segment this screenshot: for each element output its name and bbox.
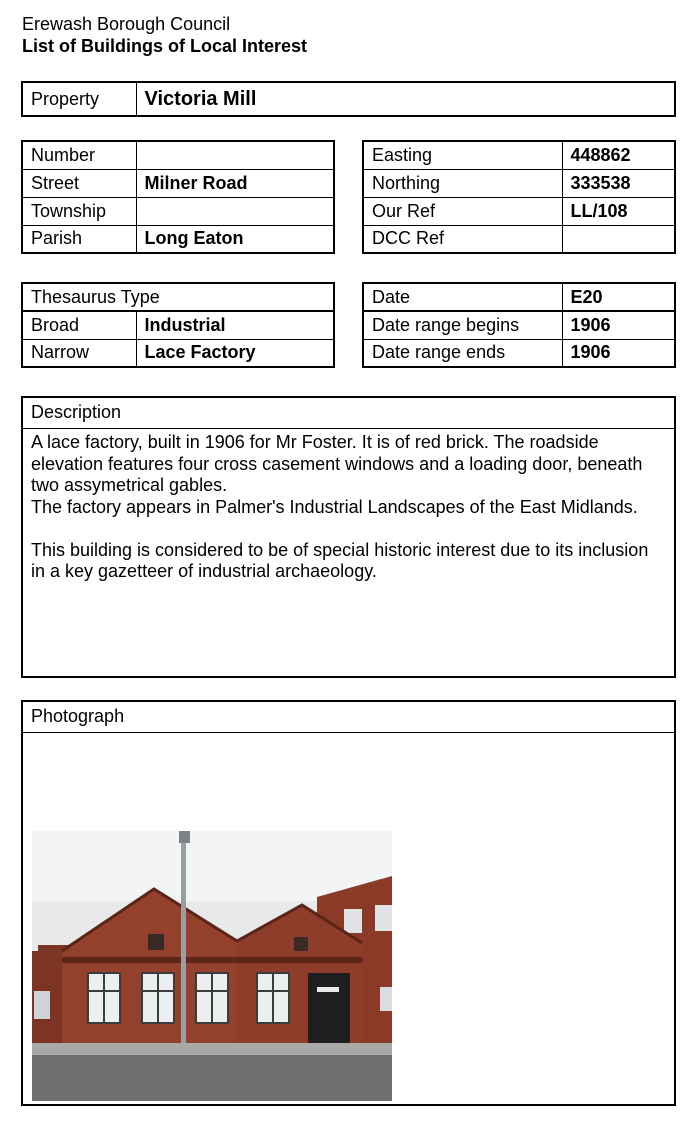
window — [380, 987, 392, 1011]
address-label: Parish — [22, 225, 136, 253]
council-name: Erewash Borough Council — [22, 14, 231, 34]
property-row — [22, 82, 675, 116]
window — [344, 909, 362, 933]
property-label: Property — [22, 82, 136, 116]
address-label: Township — [22, 197, 136, 225]
date-value: E20 — [562, 283, 675, 311]
door-sign — [317, 987, 339, 992]
grid-label: Northing — [363, 169, 562, 197]
table-row — [363, 311, 675, 339]
date-table — [362, 282, 676, 368]
thesaurus-label: Broad — [22, 311, 136, 339]
sky-gap — [32, 931, 38, 951]
list-title: List of Buildings of Local Interest — [22, 36, 308, 56]
table-row — [22, 283, 334, 311]
description-paragraph: The factory appears in Palmer's Industrial Landscapes of the East Midlands. — [31, 496, 638, 517]
string-course — [62, 957, 362, 963]
thesaurus-value: Lace Factory — [136, 339, 334, 367]
date-value: 1906 — [562, 311, 675, 339]
photograph-box — [21, 700, 676, 1106]
description-box — [21, 396, 676, 678]
table-row — [363, 197, 675, 225]
grid-value: 333538 — [562, 169, 675, 197]
road — [32, 1055, 392, 1101]
address-table — [21, 140, 335, 254]
table-row — [363, 283, 675, 311]
lamp-head — [179, 831, 190, 843]
lamp-post — [181, 835, 186, 1055]
date-label: Date — [363, 283, 562, 311]
photo-cloud — [32, 831, 392, 901]
address-label: Street — [22, 169, 136, 197]
table-row — [22, 311, 334, 339]
loading-door — [308, 973, 350, 1043]
table-row — [22, 339, 334, 367]
table-row — [22, 141, 334, 169]
grid-label: Easting — [363, 141, 562, 169]
table-row — [22, 169, 334, 197]
gable-vent — [294, 937, 308, 951]
table-row — [363, 225, 675, 253]
description-paragraph: A lace factory, built in 1906 for Mr Foster. It is of red brick. The roadside elevation features four cross casement windows and a loading door, beneath two assymetrical gables. — [31, 432, 643, 495]
gable-vent — [148, 934, 164, 950]
grid-value: LL/108 — [562, 197, 675, 225]
address-label: Number — [22, 141, 136, 169]
table-row — [22, 225, 334, 253]
property-value: Victoria Mill — [136, 82, 675, 116]
grid-label: DCC Ref — [363, 225, 562, 253]
window — [375, 905, 392, 931]
thesaurus-value: Industrial — [136, 311, 334, 339]
description-body — [23, 429, 674, 583]
date-value: 1906 — [562, 339, 675, 367]
address-value: Long Eaton — [136, 225, 334, 253]
table-row — [363, 169, 675, 197]
building-photo-image — [32, 831, 392, 1101]
paragraph-spacer — [31, 518, 666, 540]
property-table — [21, 81, 676, 117]
table-row — [363, 339, 675, 367]
address-value — [136, 197, 334, 225]
address-value — [136, 141, 334, 169]
building-photo — [32, 831, 392, 1101]
description-heading: Description — [23, 398, 674, 429]
grid-label: Our Ref — [363, 197, 562, 225]
table-row — [22, 197, 334, 225]
thesaurus-title: Thesaurus Type — [22, 283, 334, 311]
address-value: Milner Road — [136, 169, 334, 197]
grid-value — [562, 225, 675, 253]
description-paragraph: This building is considered to be of special historic interest due to its inclusion in a key gazetteer of industrial archaeology. — [31, 539, 649, 581]
photograph-heading: Photograph — [23, 702, 674, 733]
window — [34, 991, 50, 1019]
grid-value: 448862 — [562, 141, 675, 169]
thesaurus-table — [21, 282, 335, 368]
pavement — [32, 1043, 392, 1055]
date-label: Date range ends — [363, 339, 562, 367]
thesaurus-label: Narrow — [22, 339, 136, 367]
table-row — [363, 141, 675, 169]
date-label: Date range begins — [363, 311, 562, 339]
grid-ref-table — [362, 140, 676, 254]
